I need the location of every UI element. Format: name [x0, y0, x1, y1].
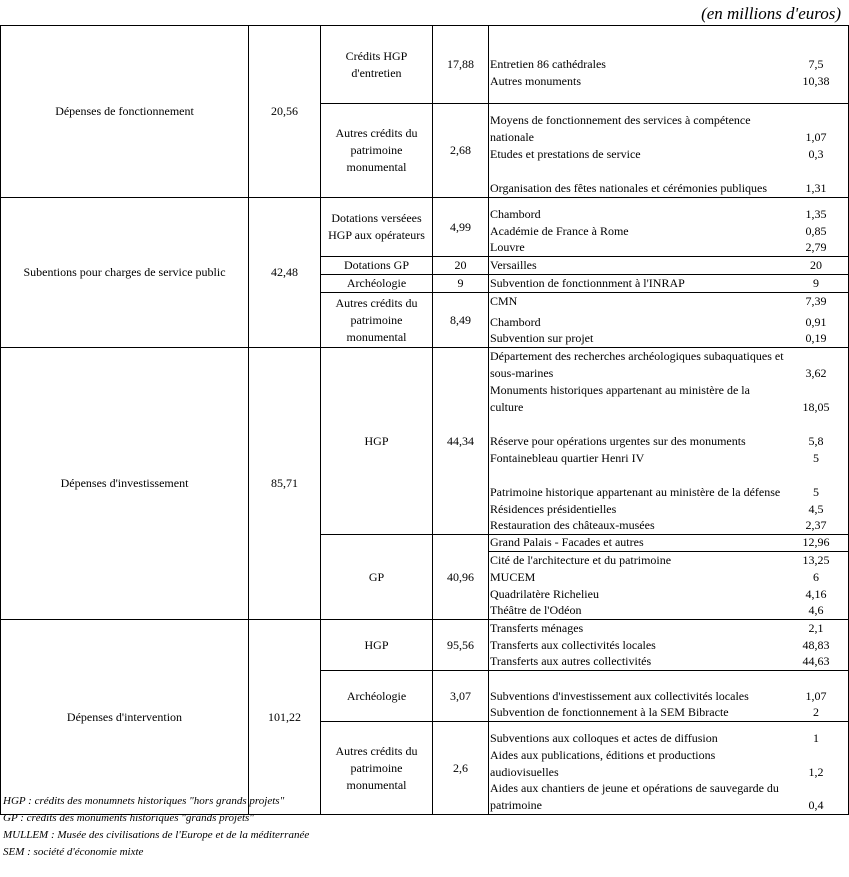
list-item	[489, 450, 848, 467]
item-value: 48,83	[802, 638, 830, 652]
item-value: 44,63	[802, 654, 830, 668]
sub-label: Autres crédits du patrimoine monumental	[321, 722, 433, 815]
list-item	[489, 603, 848, 619]
item-value: 1,31	[805, 181, 827, 195]
item-label: Entretien 86 cathédrales	[490, 57, 606, 71]
item-value: 0,19	[805, 331, 827, 345]
list-item	[489, 293, 848, 310]
list-item	[489, 56, 848, 73]
item-value: 20	[810, 257, 822, 272]
detail-cell	[489, 348, 849, 535]
table-row	[1, 26, 849, 104]
sub-label: Archéologie	[321, 275, 433, 293]
list-item	[489, 501, 848, 518]
list-item	[489, 240, 848, 256]
list-item	[489, 467, 848, 501]
footnote: HGP : crédits des monumnets historiques "hors grands projets"	[3, 795, 285, 807]
item-value: 5	[813, 451, 819, 465]
sub-label: HGP	[321, 348, 433, 535]
item-label: Autres monuments	[490, 74, 581, 88]
item-value: 5,8	[808, 434, 824, 448]
footnotes	[3, 793, 309, 861]
list-item	[489, 310, 848, 331]
sub-amount: 8,49	[433, 293, 489, 348]
detail-cell	[489, 26, 849, 104]
item-value: 2,37	[805, 518, 827, 532]
item-label: Subventions d'investissement aux collectivités locales	[490, 689, 749, 703]
item-value: 2,79	[805, 240, 827, 254]
list-item	[489, 781, 848, 814]
list-item	[489, 535, 848, 552]
list-item	[489, 258, 848, 274]
item-value: 1,07	[805, 130, 827, 144]
item-value: 10,38	[802, 74, 830, 88]
item-value: 13,25	[802, 553, 830, 567]
footnote: SEM : société d'économie mixte	[3, 846, 144, 858]
item-value: 3,62	[805, 366, 827, 380]
item-label: Académie de France à Rome	[490, 224, 629, 238]
sub-label: Dotations GP	[321, 257, 433, 275]
sub-amount: 9	[433, 275, 489, 293]
item-label: Moyens de fonctionnement des services à compétence nationale	[490, 113, 751, 144]
item-value: 0,85	[805, 224, 827, 238]
list-item	[489, 747, 848, 781]
category-total: 85,71	[249, 348, 321, 620]
sub-amount: 95,56	[433, 620, 489, 671]
list-item	[489, 223, 848, 240]
sub-label: GP	[321, 535, 433, 620]
item-label: CMN	[490, 294, 518, 308]
detail-cell	[489, 535, 849, 620]
category-total: 20,56	[249, 26, 321, 198]
list-item	[489, 146, 848, 163]
category-total: 42,48	[249, 198, 321, 348]
item-label: Louvre	[490, 240, 525, 254]
item-value: 0,91	[805, 315, 827, 329]
item-value: 4,16	[805, 587, 827, 601]
category-label: Subentions pour charges de service public	[1, 198, 249, 348]
item-label: Subventions aux colloques et actes de diffusion	[490, 731, 718, 745]
sub-label: Crédits HGP d'entretien	[321, 26, 433, 104]
item-value: 4,6	[808, 603, 824, 617]
item-label: Patrimoine historique appartenant au ministère de la défense	[490, 485, 781, 499]
table-row	[1, 348, 849, 535]
detail-cell	[489, 722, 849, 815]
item-label: Théâtre de l'Odéon	[490, 603, 582, 617]
list-item	[489, 163, 848, 197]
detail-cell	[489, 293, 849, 348]
item-label: Chambord	[490, 207, 541, 221]
table-row	[1, 198, 849, 257]
item-value: 12,96	[802, 535, 830, 549]
item-label: Versailles	[490, 257, 537, 272]
list-item	[489, 276, 848, 292]
item-label: Fontainebleau quartier Henri IV	[490, 451, 645, 465]
item-label: Subvention de fonctionnement à la SEM Bibracte	[490, 705, 729, 719]
list-item	[489, 637, 848, 654]
detail-cell	[489, 104, 849, 198]
item-label: Réserve pour opérations urgentes sur des monuments	[490, 434, 746, 448]
sub-label: Archéologie	[321, 671, 433, 722]
item-value: 0,4	[808, 798, 824, 812]
category-total: 101,22	[249, 620, 321, 815]
item-label: Subvention sur projet	[490, 331, 594, 345]
sub-amount: 3,07	[433, 671, 489, 722]
list-item	[489, 654, 848, 670]
item-value: 0,3	[808, 147, 824, 161]
item-value: 18,05	[802, 400, 830, 414]
list-item	[489, 620, 848, 637]
category-label: Dépenses d'investissement	[1, 348, 249, 620]
item-label: Transferts aux collectivités locales	[490, 638, 656, 652]
sub-label: Dotations verséees HGP aux opérateurs	[321, 198, 433, 257]
sub-amount: 17,88	[433, 26, 489, 104]
item-value: 7,39	[805, 294, 827, 308]
list-item	[489, 518, 848, 534]
sub-label: HGP	[321, 620, 433, 671]
list-item	[489, 705, 848, 721]
list-item	[489, 112, 848, 146]
item-value: 1,07	[805, 689, 827, 703]
item-label: Monuments historiques appartenant au ministère de la culture	[490, 383, 750, 414]
item-value: 1	[813, 731, 819, 745]
category-label: Dépenses d'intervention	[1, 620, 249, 815]
sub-amount: 2,6	[433, 722, 489, 815]
item-label: Transferts aux autres collectivités	[490, 654, 652, 668]
list-item	[489, 552, 848, 569]
sub-amount: 4,99	[433, 198, 489, 257]
item-value: 9	[813, 275, 819, 290]
item-value: 5	[813, 485, 819, 499]
category-label: Dépenses de fonctionnement	[1, 26, 249, 198]
item-label: Aides aux publications, éditions et productions audiovisuelles	[490, 748, 716, 779]
detail-cell	[489, 275, 849, 293]
sub-amount: 2,68	[433, 104, 489, 198]
item-label: Cité de l'architecture et du patrimoine	[490, 553, 672, 567]
item-label: Département des recherches archéologiques subaquatiques et sous-marines	[490, 349, 784, 380]
list-item	[489, 569, 848, 586]
footnote: MULLEM : Musée des civilisations de l'Europe et de la méditerranée	[3, 829, 310, 841]
item-label: Etudes et prestations de service	[490, 147, 641, 161]
item-label: Grand Palais - Facades et autres	[490, 535, 644, 549]
list-item	[489, 416, 848, 450]
table-row	[1, 620, 849, 671]
item-label: Organisation des fêtes nationales et cérémonies publiques	[490, 181, 768, 195]
detail-cell	[489, 198, 849, 257]
list-item	[489, 730, 848, 747]
item-value: 6	[813, 570, 819, 584]
list-item	[489, 331, 848, 347]
sub-label: Autres crédits du patrimoine monumental	[321, 293, 433, 348]
unit-note: (en millions d'euros)	[701, 4, 841, 23]
sub-amount: 20	[433, 257, 489, 275]
item-value: 1,35	[805, 207, 827, 221]
item-value: 4,5	[808, 502, 824, 516]
item-label: Quadrilatère Richelieu	[490, 587, 599, 601]
list-item	[489, 73, 848, 90]
detail-cell	[489, 671, 849, 722]
item-label: Résidences présidentielles	[490, 502, 617, 516]
item-label: Chambord	[490, 315, 541, 329]
detail-cell	[489, 620, 849, 671]
item-value: 2,1	[808, 621, 824, 635]
item-label: Subvention de fonctionnment à l'INRAP	[490, 275, 685, 290]
item-label: Aides aux chantiers de jeune et opérations de sauvegarde du patrimoine	[490, 781, 779, 812]
list-item	[489, 348, 848, 382]
footnote: GP : crédits des monuments historiques "grands projets"	[3, 812, 254, 824]
list-item	[489, 586, 848, 603]
list-item	[489, 382, 848, 416]
item-value: 7,5	[808, 57, 824, 71]
budget-table	[0, 25, 849, 815]
item-label: MUCEM	[490, 570, 536, 584]
detail-cell	[489, 257, 849, 275]
sub-amount: 44,34	[433, 348, 489, 535]
item-value: 2	[813, 705, 819, 719]
list-item	[489, 206, 848, 223]
item-value: 1,2	[808, 765, 824, 779]
list-item	[489, 671, 848, 705]
sub-amount: 40,96	[433, 535, 489, 620]
sub-label: Autres crédits du patrimoine monumental	[321, 104, 433, 198]
item-label: Restauration des châteaux-musées	[490, 518, 655, 532]
item-label: Transferts ménages	[490, 621, 584, 635]
